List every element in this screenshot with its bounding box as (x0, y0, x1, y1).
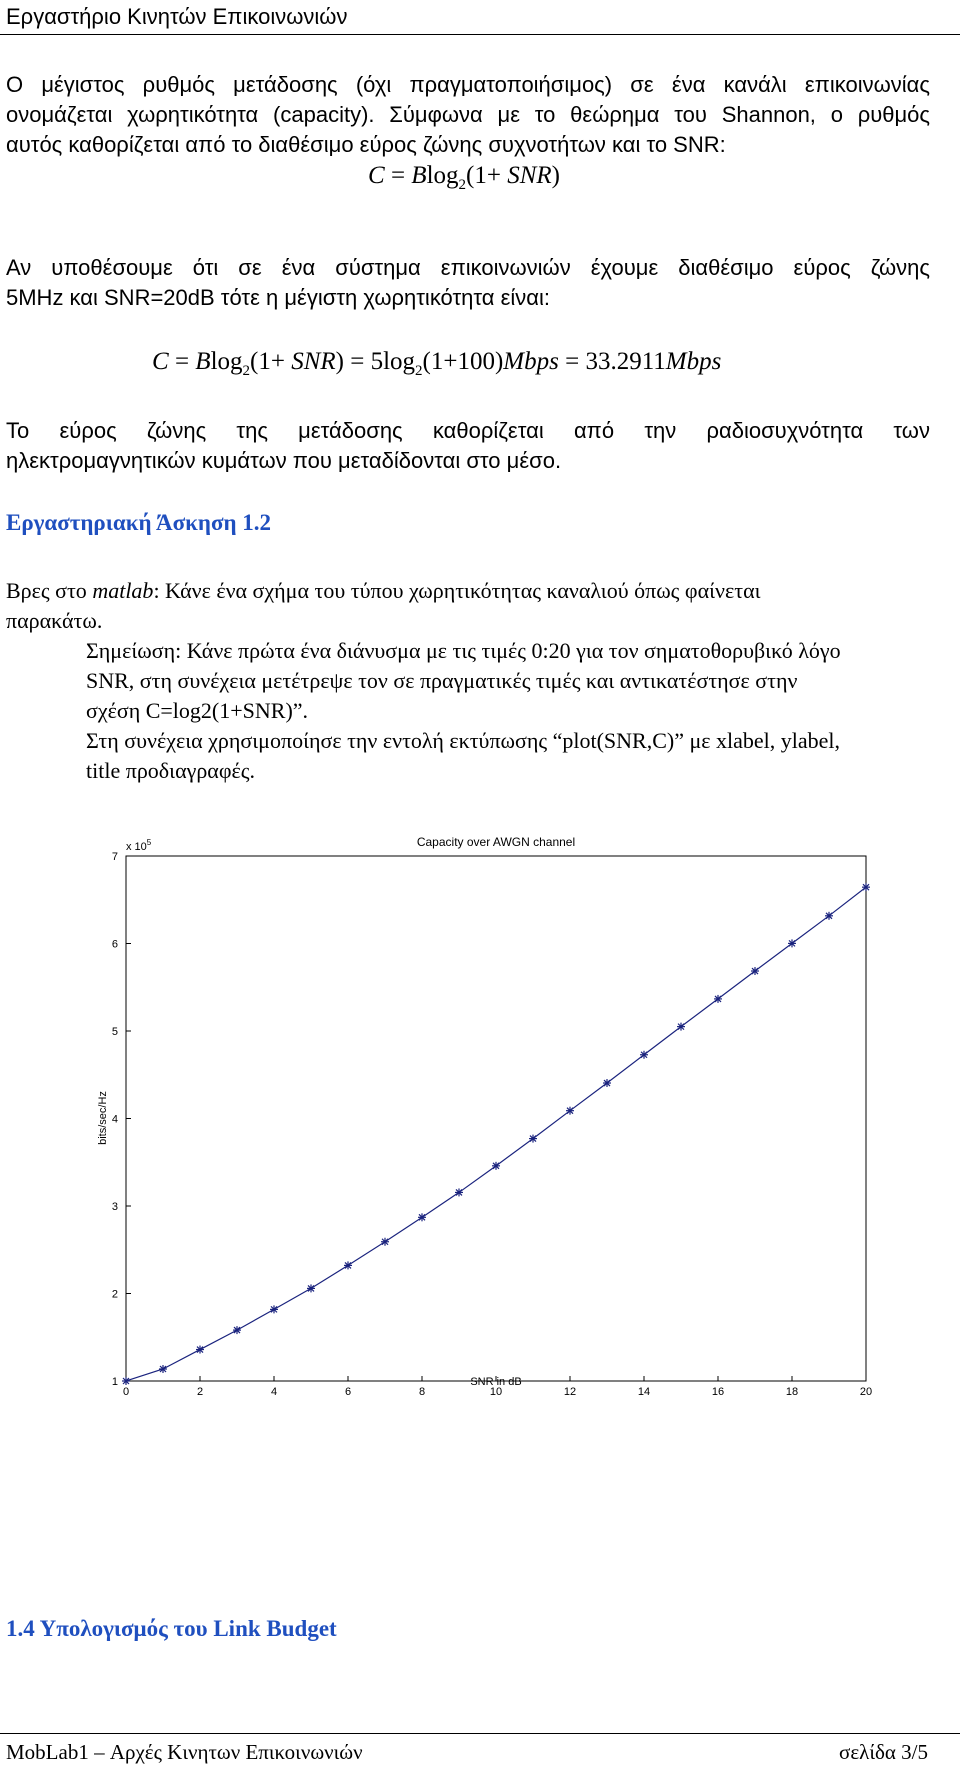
intro-line-2: ονομάζεται χωρητικότητα (capacity). Σύμφωνα με το θεώρημα του Shannon, ο ρυθμός (6, 102, 930, 127)
f2-result: = 33.2911 (558, 348, 666, 375)
formula-b: B (411, 162, 427, 189)
exercise-line-2: παρακάτω. (6, 608, 103, 633)
data-point-marker (233, 1326, 241, 1334)
data-point-marker (566, 1107, 574, 1115)
y-axis-label: bits/sec/Hz (97, 1091, 109, 1145)
footer-left: MobLab1 – Αρχές Κινητων Επικοινωνιών (6, 1740, 363, 1764)
x-tick-label: 6 (344, 1386, 352, 1398)
x-tick-label: 4 (270, 1386, 278, 1398)
x-axis-label: SNR in dB (470, 1376, 522, 1388)
plot-area (126, 856, 866, 1381)
x-tick-label: 2 (196, 1386, 204, 1398)
f2-mid: ) = 5log (335, 348, 416, 375)
y-tick-label: 7 (111, 851, 118, 863)
y-tick-label: 2 (111, 1288, 118, 1301)
note-line-5: title προδιαγραφές. (86, 758, 255, 783)
y-multiplier-label: x $10^5$ (126, 838, 152, 853)
footer-divider (0, 1733, 960, 1734)
x-tick-label: 8 (418, 1386, 426, 1398)
data-point-marker (529, 1135, 537, 1143)
f2-base: 2 (242, 363, 251, 379)
f2-paren: (1+ (250, 348, 285, 375)
data-point-marker (603, 1079, 611, 1087)
y-tick-label: 4 (111, 1113, 118, 1126)
data-point-marker (418, 1213, 426, 1221)
intro-line-1: Ο μέγιστος ρυθμός μετάδοσης (όχι πραγματοποιήσιμος) σε ένα κανάλι επικοινωνίας (6, 72, 930, 97)
exercise-line-1a: Βρες στο (6, 578, 93, 603)
data-point-marker (788, 939, 796, 947)
section-heading: 1.4 Υπολογισμός του Link Budget (6, 1616, 337, 1641)
data-point-marker (640, 1051, 648, 1059)
exercise-line-1c: : Κάνε ένα σχήμα του τύπου χωρητικότητας καναλιού όπως φαίνεται (153, 578, 761, 603)
formula-eq: = (390, 162, 406, 189)
data-point-marker (307, 1284, 315, 1292)
bandwidth-line-2: ηλεκτρομαγνητικών κυμάτων που μεταδίδονται στο μέσο. (6, 448, 562, 473)
exercise-heading: Εργαστηριακή Άσκηση 1.2 (6, 510, 272, 535)
exercise-line-1 (6, 576, 930, 605)
capacity-formula (368, 162, 560, 194)
y-tick-label: 1 (111, 1376, 118, 1388)
note-line-3: σχέση C=log2(1+SNR)”. (86, 698, 309, 723)
page-header-title: Εργαστήριο Κινητών Επικοινωνιών (6, 4, 348, 29)
f2-unit: Mbps (503, 348, 559, 375)
matlab-term: matlab (92, 578, 154, 603)
formula-snr: SNR (507, 162, 552, 189)
data-point-marker (270, 1305, 278, 1313)
data-point-marker (122, 1377, 130, 1385)
data-point-marker (825, 912, 833, 920)
data-point-marker (159, 1365, 167, 1373)
x-tick-label: 14 (637, 1386, 651, 1398)
formula-log-base: 2 (458, 177, 467, 193)
x-tick-label: 20 (859, 1386, 873, 1398)
f2-c: C (152, 348, 169, 375)
formula-paren: (1+ (466, 162, 501, 189)
example-line-1: Αν υποθέσουμε ότι σε ένα σύστημα επικοινωνιών έχουμε διαθέσιμο εύρος ζώνης (6, 255, 930, 280)
x-tick-label: 16 (711, 1386, 725, 1398)
x-tick-label: 18 (785, 1386, 799, 1398)
note-line-4: Στη συνέχεια χρησιμοποίησε την εντολή εκτύπωσης “plot(SNR,C)” με xlabel, ylabel, (86, 728, 841, 753)
note-line-1: Σημείωση: Κάνε πρώτα ένα διάνυσμα με τις τιμές 0:20 για τον σηματοθορυβικό λόγο (86, 638, 841, 663)
x-tick-label: 10 (489, 1386, 503, 1398)
example-line-2: 5MHz και SNR=20dB τότε η μέγιστη χωρητικότητα είναι: (6, 285, 551, 310)
note-line-2: SNR, στη συνέχεια μετέτρεψε τον σε πραγματικές τιμές και αντικατέστησε στην (86, 668, 798, 693)
f2-snr: SNR (291, 348, 336, 375)
capacity-example-formula (152, 348, 721, 380)
f2-eq: = (174, 348, 190, 375)
data-point-marker (492, 1162, 500, 1170)
capacity-chart (86, 826, 896, 1398)
data-point-marker (751, 967, 759, 975)
f2-base-2: 2 (415, 363, 423, 379)
bandwidth-line-1: Το εύρος ζώνης της μετάδοσης καθορίζεται από την ραδιοσυχνότητα των (6, 418, 930, 443)
x-tick-label: 12 (563, 1386, 577, 1398)
formula-c: C (368, 162, 385, 189)
data-point-marker (714, 995, 722, 1003)
chart-title: Capacity over AWGN channel (416, 835, 576, 849)
header-divider (0, 34, 960, 35)
data-point-marker (344, 1261, 352, 1269)
x-tick-label: 0 (122, 1386, 130, 1398)
formula-close: ) (551, 162, 560, 189)
data-point-marker (862, 883, 870, 891)
intro-line-3: αυτός καθορίζεται από το διαθέσιμο εύρος ζώνης συχνοτήτων και το SNR: (6, 132, 726, 157)
f2-unit-2: Mbps (665, 348, 722, 375)
y-tick-label: 6 (111, 938, 118, 951)
f2-paren-2: (1+100) (422, 348, 504, 375)
data-point-marker (196, 1346, 204, 1354)
footer-page-number: σελίδα 3/5 (839, 1740, 928, 1764)
data-point-marker (677, 1023, 685, 1031)
formula-log: log (426, 162, 459, 189)
y-tick-label: 5 (111, 1026, 118, 1038)
y-tick-label: 3 (111, 1201, 118, 1213)
data-point-marker (381, 1238, 389, 1246)
f2-log: log (210, 348, 243, 375)
f2-b: B (195, 348, 211, 375)
data-point-marker (455, 1188, 463, 1196)
